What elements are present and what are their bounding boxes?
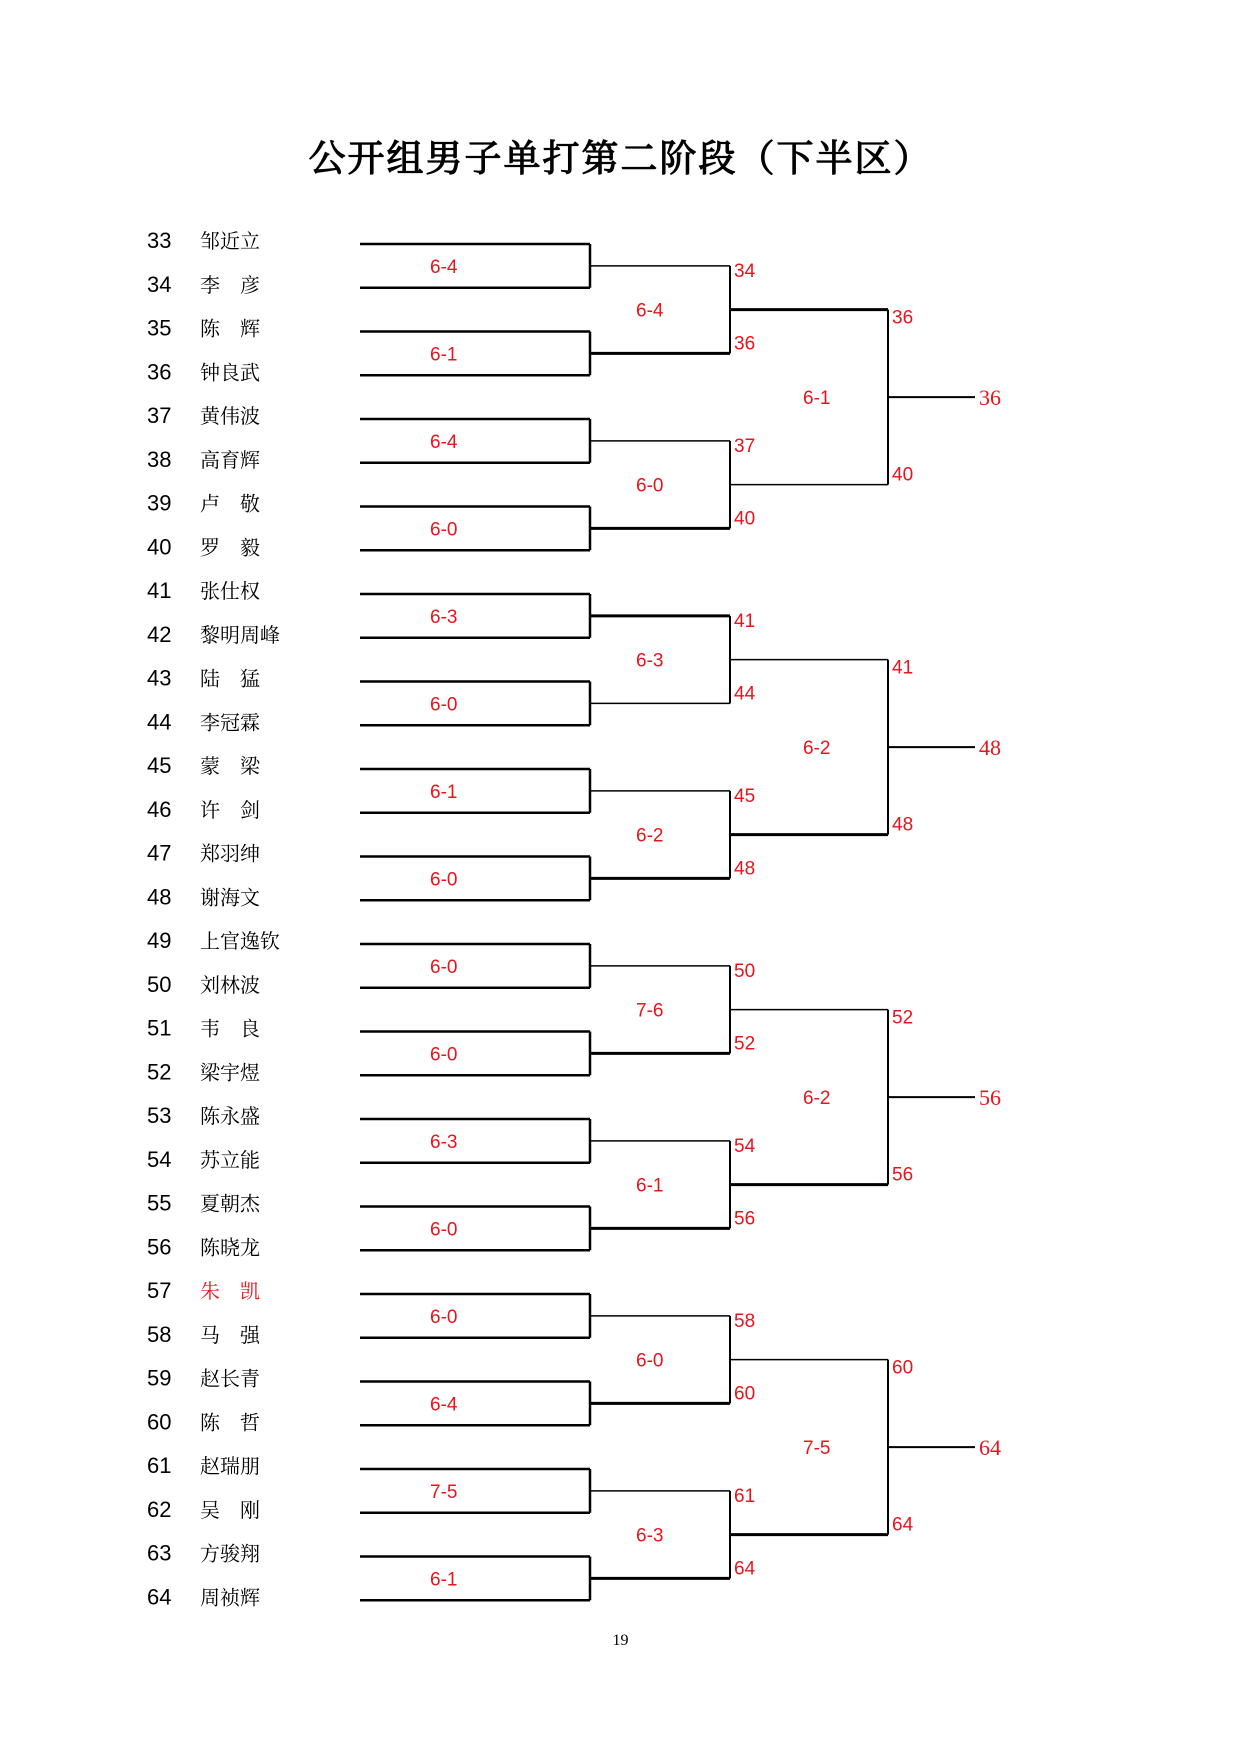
round1-score: 6-0 [430, 519, 458, 541]
round2-winner-label: 56 [892, 1164, 914, 1186]
round1-winner-label: 64 [734, 1558, 756, 1580]
player-seed: 53 [147, 1103, 172, 1128]
round2-score: 6-2 [636, 825, 664, 847]
round3-score: 6-1 [803, 388, 831, 410]
player-seed: 48 [147, 884, 172, 910]
player-name: 卢 敬 [200, 491, 260, 516]
round2-winner-label: 36 [892, 307, 914, 329]
player-name: 马 强 [200, 1322, 260, 1347]
round1-winner-label: 40 [734, 508, 756, 530]
round2-score: 6-3 [636, 650, 664, 672]
round2-winner-label: 52 [892, 1007, 914, 1029]
round1-score: 6-4 [430, 256, 458, 278]
player-seed: 61 [147, 1453, 172, 1478]
player-seed: 64 [147, 1584, 172, 1610]
round1-score: 6-1 [430, 344, 458, 366]
round1-score: 6-0 [430, 1219, 458, 1241]
player-seed: 52 [147, 1059, 172, 1085]
player-seed: 47 [147, 840, 172, 866]
player-name: 黄伟波 [200, 404, 260, 428]
player-seed: 39 [147, 490, 172, 516]
round2-score: 6-4 [636, 300, 664, 322]
round2-score: 6-0 [636, 475, 664, 497]
player-name: 梁宇煜 [200, 1060, 260, 1085]
player-seed: 37 [147, 403, 172, 428]
player-seed: 55 [147, 1190, 172, 1216]
round2-score: 6-3 [636, 1525, 664, 1547]
round1-score: 6-3 [430, 606, 458, 628]
round1-winner-label: 37 [734, 435, 756, 457]
round1-winner-label: 56 [734, 1208, 756, 1230]
player-name: 陈 哲 [200, 1410, 260, 1435]
player-name: 上官逸钦 [200, 929, 280, 953]
player-name: 韦 良 [200, 1016, 260, 1041]
round1-winner-label: 44 [734, 683, 756, 705]
player-seed: 58 [147, 1321, 172, 1347]
round3-score: 6-2 [803, 1088, 831, 1110]
section-winner-label: 48 [979, 735, 1001, 761]
player-seed: 50 [147, 971, 172, 997]
page-title: 公开组男子单打第二阶段（下半区） [308, 137, 933, 180]
player-name: 李冠霖 [200, 710, 260, 735]
round1-score: 6-0 [430, 1044, 458, 1066]
round3-score: 7-5 [803, 1438, 831, 1460]
round1-score: 6-0 [430, 869, 458, 891]
player-seed: 49 [147, 928, 172, 953]
player-name: 赵瑞朋 [200, 1454, 260, 1478]
player-seed: 36 [147, 359, 172, 385]
player-name: 陈晓龙 [200, 1235, 260, 1260]
round1-score: 6-3 [430, 1131, 458, 1153]
player-seed: 45 [147, 753, 172, 778]
player-name: 陈永盛 [200, 1104, 260, 1128]
player-seed: 54 [147, 1146, 172, 1172]
section-winner-label: 56 [979, 1085, 1001, 1111]
player-seed: 63 [147, 1540, 172, 1566]
player-name: 陆 猛 [200, 666, 260, 691]
player-name: 赵长青 [200, 1366, 260, 1391]
round1-winner-label: 34 [734, 260, 756, 282]
player-name: 郑羽绅 [200, 841, 260, 866]
round1-winner-label: 60 [734, 1383, 756, 1405]
section-winner-label: 64 [979, 1435, 1001, 1461]
player-seed: 35 [147, 315, 172, 341]
round1-winner-label: 61 [734, 1485, 756, 1507]
round1-winner-label: 36 [734, 333, 756, 355]
player-name: 苏立能 [200, 1147, 260, 1172]
round1-winner-label: 41 [734, 610, 756, 632]
player-seed: 51 [147, 1015, 172, 1041]
player-name: 谢海文 [200, 885, 260, 910]
player-seed: 46 [147, 796, 172, 822]
round1-winner-label: 48 [734, 858, 756, 880]
player-seed: 41 [147, 578, 172, 603]
player-name: 陈 辉 [200, 316, 260, 341]
round1-score: 6-4 [430, 1394, 458, 1416]
player-name: 吴 刚 [200, 1497, 260, 1522]
player-name: 方骏翔 [200, 1541, 260, 1566]
player-name: 邹近立 [200, 229, 260, 253]
round2-winner-label: 41 [892, 657, 914, 679]
player-seed: 56 [147, 1234, 172, 1260]
player-name: 朱 凯 [200, 1279, 260, 1303]
round2-winner-label: 60 [892, 1357, 914, 1379]
round1-winner-label: 45 [734, 785, 756, 807]
player-name: 周祯辉 [200, 1585, 260, 1610]
round1-score: 6-0 [430, 1306, 458, 1328]
player-name: 张仕权 [200, 579, 260, 603]
player-name: 李 彦 [200, 272, 260, 297]
player-seed: 57 [147, 1278, 172, 1303]
round1-score: 6-4 [430, 431, 458, 453]
player-seed: 38 [147, 446, 172, 472]
round1-score: 6-1 [430, 1569, 458, 1591]
player-seed: 43 [147, 665, 172, 691]
player-seed: 34 [147, 271, 172, 297]
page-number: 19 [612, 1632, 629, 1649]
player-name: 刘林波 [200, 972, 260, 997]
round1-winner-label: 52 [734, 1033, 756, 1055]
round2-winner-label: 48 [892, 814, 914, 836]
round3-score: 6-2 [803, 738, 831, 760]
round1-score: 7-5 [430, 1481, 458, 1503]
player-name: 钟良武 [200, 360, 260, 385]
section-winner-label: 36 [979, 385, 1001, 411]
round2-score: 7-6 [636, 1000, 664, 1022]
round2-score: 6-0 [636, 1350, 664, 1372]
round1-score: 6-0 [430, 694, 458, 716]
round1-winner-label: 50 [734, 960, 756, 982]
round1-score: 6-0 [430, 956, 458, 978]
round1-winner-label: 54 [734, 1135, 756, 1157]
player-seed: 40 [147, 534, 172, 560]
player-name: 夏朝杰 [200, 1191, 260, 1216]
player-name: 黎明周峰 [200, 622, 280, 647]
player-name: 蒙 梁 [200, 754, 260, 778]
player-seed: 42 [147, 621, 172, 647]
player-seed: 62 [147, 1496, 172, 1522]
round2-winner-label: 64 [892, 1514, 914, 1536]
player-seed: 60 [147, 1409, 172, 1435]
player-name: 高育辉 [200, 447, 260, 472]
player-seed: 33 [147, 228, 172, 253]
round1-winner-label: 58 [734, 1310, 756, 1332]
round2-winner-label: 40 [892, 464, 914, 486]
player-name: 罗 毅 [200, 535, 260, 560]
player-seed: 44 [147, 709, 172, 735]
round2-score: 6-1 [636, 1175, 664, 1197]
player-name: 许 剑 [200, 797, 260, 822]
player-seed: 59 [147, 1365, 172, 1391]
round1-score: 6-1 [430, 781, 458, 803]
